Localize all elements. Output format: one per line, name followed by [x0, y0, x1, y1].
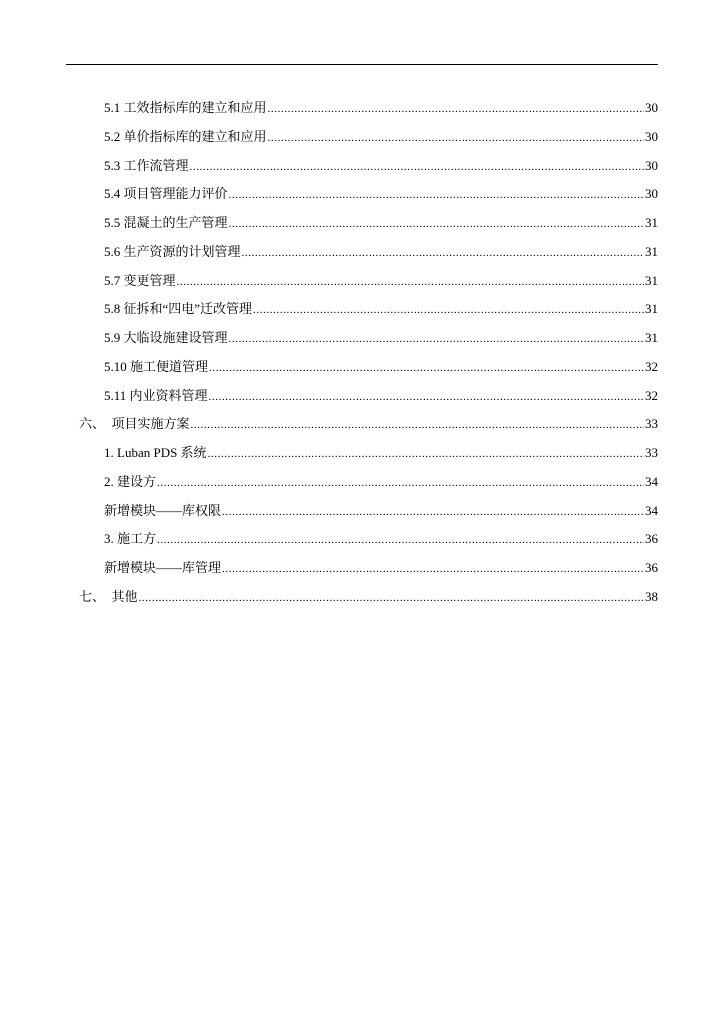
toc-entry-text: 其他 [111, 588, 138, 604]
toc-entry-text: 单价指标库的建立和应用 [123, 128, 267, 144]
toc-dot-leader [207, 439, 644, 467]
toc-dot-leader [228, 180, 644, 208]
toc-dot-leader [176, 267, 644, 295]
toc-entry-title [104, 209, 228, 237]
toc-page-number: 33 [645, 445, 658, 460]
toc-entry-number: 5.2 [104, 128, 124, 144]
toc-entry[interactable] [104, 525, 658, 553]
toc-entry-text: 工作流管理 [123, 157, 189, 173]
toc-page-number: 32 [645, 387, 658, 403]
toc-dot-leader [190, 410, 644, 438]
toc-entry[interactable] [104, 238, 658, 266]
toc-entry-text: 项目管理能力评价 [123, 186, 228, 202]
toc-dot-leader [228, 209, 644, 237]
toc-entry-title [104, 439, 207, 467]
toc-entry-title [104, 468, 156, 496]
toc-dot-leader [267, 123, 644, 151]
toc-entry-number: 5.4 [104, 186, 124, 202]
toc-dot-leader [208, 353, 644, 381]
toc-entry-title [104, 525, 156, 553]
toc-entry-text: 生产资源的计划管理 [123, 243, 241, 259]
toc-entry[interactable] [104, 439, 658, 467]
toc-entry-text: 混凝土的生产管理 [123, 215, 228, 230]
toc-page-number: 31 [645, 301, 658, 317]
toc-page-number: 30 [645, 128, 658, 144]
toc-dot-leader [252, 295, 644, 323]
toc-entry-text: 建设方 [117, 473, 157, 489]
toc-entry-title [104, 382, 208, 410]
toc-entry[interactable] [104, 468, 658, 496]
toc-entry-text: 工效指标库的建立和应用 [123, 100, 267, 115]
toc-entry-title [104, 324, 228, 352]
toc-entry-number: 5.1 [104, 100, 124, 115]
toc-entry-text: 新增模块——库权限 [104, 502, 222, 518]
toc-dot-leader [221, 497, 644, 525]
toc-page-number: 31 [645, 243, 658, 259]
toc-entry-text: 大临设施建设管理 [123, 330, 228, 345]
toc-dot-leader [156, 525, 644, 553]
toc-page-number: 31 [645, 272, 658, 288]
toc-dot-leader [267, 94, 644, 122]
toc-entry-text: Luban PDS 系统 [117, 445, 207, 460]
toc-entry[interactable] [104, 123, 658, 151]
toc-entry[interactable] [104, 295, 658, 323]
toc-page-number: 38 [645, 588, 658, 604]
toc-entry-number: 5.9 [104, 330, 124, 345]
toc-entry-title [104, 497, 221, 525]
toc-entry-number: 5.5 [104, 215, 124, 230]
toc-entry-number: 5.3 [104, 157, 124, 173]
toc-entry-number: 5.11 [104, 387, 130, 403]
toc-entry[interactable] [104, 209, 658, 237]
toc-entry-title [104, 94, 267, 122]
toc-entry-text: 项目实施方案 [111, 416, 190, 432]
toc-entry[interactable] [104, 324, 658, 352]
toc-dot-leader [241, 238, 644, 266]
toc-dot-leader [221, 554, 644, 582]
toc-entry-number: 5.7 [104, 272, 124, 288]
toc-entry[interactable] [104, 497, 658, 525]
toc-entry[interactable] [104, 554, 658, 582]
toc-entry-number: 七、 [79, 588, 112, 604]
toc-dot-leader [208, 382, 644, 410]
toc-dot-leader [156, 468, 644, 496]
toc-entry-text: 征拆和“四电”迁改管理 [123, 301, 253, 317]
toc-entry-number: 2. [104, 473, 117, 489]
toc-page-number: 30 [645, 100, 658, 115]
toc-entry-number: 5.6 [104, 243, 124, 259]
toc-page-number: 36 [645, 531, 658, 547]
toc-page-number: 31 [645, 330, 658, 345]
toc-page-number: 34 [645, 502, 658, 518]
toc-entry-number: 5.10 [104, 358, 130, 374]
header-rule [66, 64, 658, 65]
toc-entry-title [104, 152, 189, 180]
toc-entry-title [104, 554, 221, 582]
toc-dot-leader [189, 152, 644, 180]
toc-page-number: 34 [645, 473, 658, 489]
toc-entry-number: 1. [104, 445, 117, 460]
toc-entry-number: 5.8 [104, 301, 124, 317]
toc-entry[interactable] [104, 382, 658, 410]
toc-entry[interactable] [104, 152, 658, 180]
toc-entry-title [104, 238, 241, 266]
toc-page-number: 32 [645, 358, 658, 374]
toc-entry[interactable] [104, 353, 658, 381]
toc-entry-number: 六、 [79, 416, 112, 432]
toc-entry-text: 施工方 [117, 531, 157, 547]
toc-entry-title [104, 295, 252, 323]
toc-entry-text: 新增模块——库管理 [104, 560, 222, 575]
toc-page-number: 33 [645, 416, 658, 432]
toc-entry-title [104, 353, 208, 381]
toc-page-number: 36 [645, 560, 658, 575]
toc-entry-text: 变更管理 [123, 272, 176, 288]
toc-entry-title [104, 123, 267, 151]
toc-entry[interactable] [104, 267, 658, 295]
toc-entry-title [104, 180, 228, 208]
toc-entry[interactable] [104, 94, 658, 122]
toc-entry-title [79, 583, 138, 611]
toc-entry-text: 内业资料管理 [129, 387, 208, 403]
toc-page-number: 30 [645, 157, 658, 173]
toc-dot-leader [138, 583, 644, 611]
toc-entry[interactable] [104, 180, 658, 208]
toc-entry-text: 施工便道管理 [130, 358, 209, 374]
toc-entry-number: 3. [104, 531, 117, 547]
toc-entry[interactable] [79, 583, 658, 611]
toc-entry-title [104, 267, 176, 295]
toc-page-number: 30 [645, 186, 658, 202]
toc-page-number: 31 [645, 215, 658, 230]
toc-entry-title [79, 410, 190, 438]
toc-entry[interactable] [79, 410, 658, 438]
toc-dot-leader [228, 324, 644, 352]
